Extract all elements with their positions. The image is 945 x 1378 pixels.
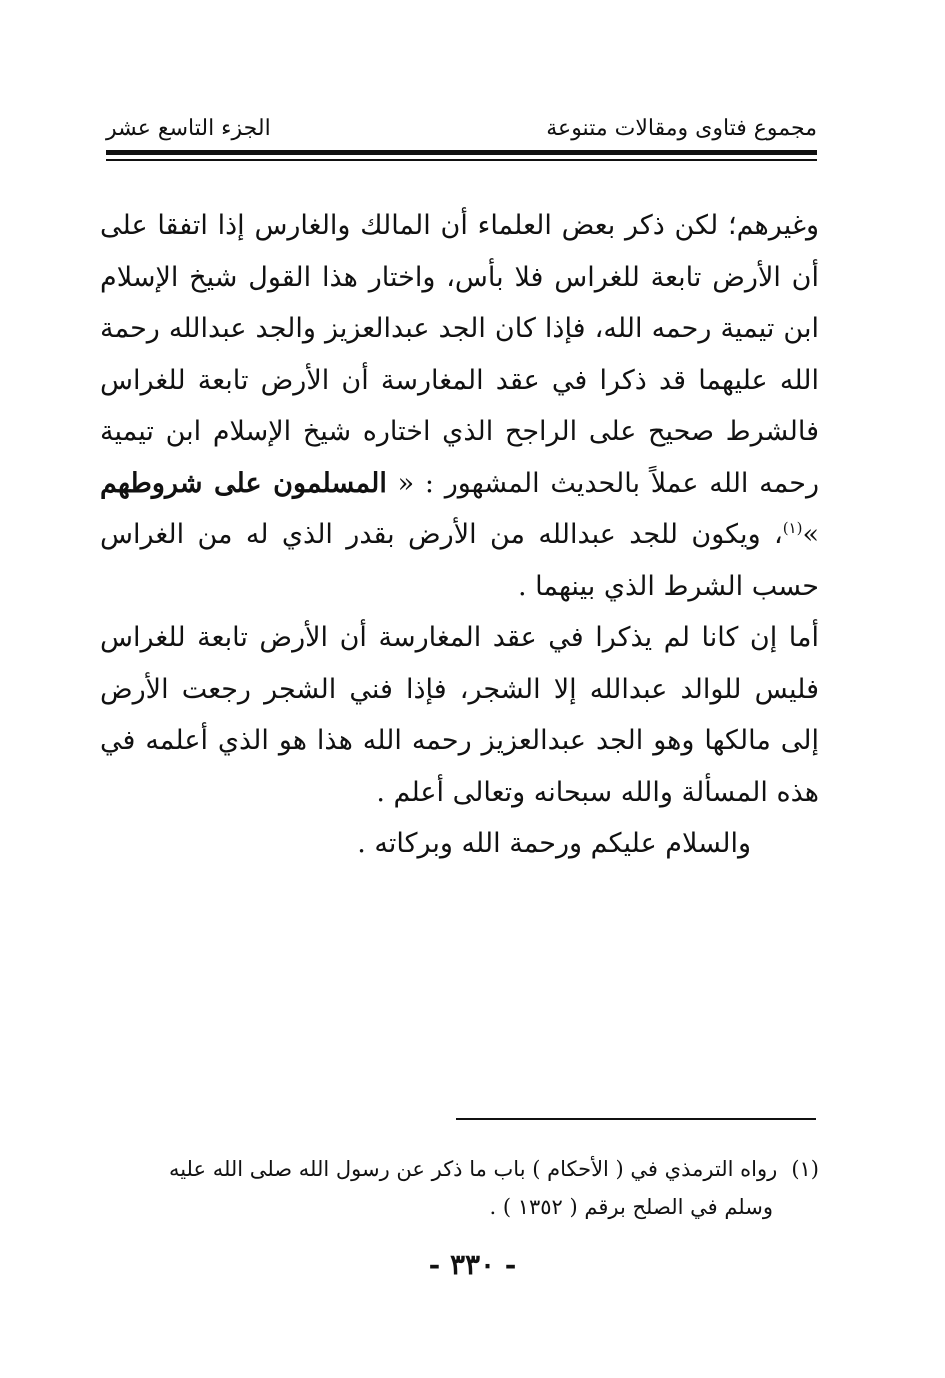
volume-label: الجزء التاسع عشر [106, 116, 271, 141]
paragraph-1-continuation: ، ويكون للجد عبدالله من الأرض بقدر الذي له من الغراس حسب الشرط الذي بينهما . [100, 519, 819, 602]
footnote-line-2: وسلم في الصلح برقم ( ١٣٥٢ ) . [489, 1195, 773, 1219]
footnote-number: (١) [791, 1157, 819, 1181]
paragraph-1-text: وغيرهم؛ لكن ذكر بعض العلماء أن المالك والغارس إذا اتفقا على أن الأرض تابعة للغراس فلا بأس، واختار هذا القول شيخ الإسلام ابن تيمية رحمه الله، فإذا كان الجد عبدالعزيز والجد عبدالله رحمة الله عليهما قد ذكرا في عقد المغارسة أن الأرض تابعة للغراس فالشرط صحيح على الراجح الذي اختاره شيخ الإسلام ابن تيمية رحمه الله عملاً بالحديث المشهور : [100, 210, 819, 499]
running-header [106, 108, 817, 156]
footnote-line-1 [100, 1150, 819, 1188]
book-title: مجموع فتاوى ومقالات متنوعة [546, 116, 817, 141]
hadith-quote: « المسلمون على شروطهم » [100, 467, 819, 550]
header-rule-thin [106, 159, 817, 161]
footnote-reference[interactable]: (١) [782, 519, 803, 537]
closing-greeting: والسلام عليكم ورحمة الله وبركاته . [357, 828, 751, 859]
paragraph-1 [100, 200, 819, 612]
hadith-text: المسلمون على شروطهم [100, 467, 387, 499]
footnote-text-1: رواه الترمذي في ( الأحكام ) باب ما ذكر عن رسول الله صلى الله عليه [168, 1157, 778, 1181]
paragraph-2: أما إن كانا لم يذكرا في عقد المغارسة أن الأرض تابعة للغراس فليس للوالد عبدالله إلا الشجر، فإذا فني الشجر رجعت الأرض إلى مالكها وهو الجد عبدالعزيز رحمه الله هذا هو الذي أعلمه في هذه المسألة والله سبحانه وتعالى أعلم . [100, 622, 819, 808]
page-number: - ٣٣٠ - [428, 1248, 517, 1281]
footnote-separator [456, 1118, 816, 1120]
header-rule-thick [106, 150, 817, 155]
footnote [100, 1150, 819, 1226]
main-text [100, 200, 819, 870]
